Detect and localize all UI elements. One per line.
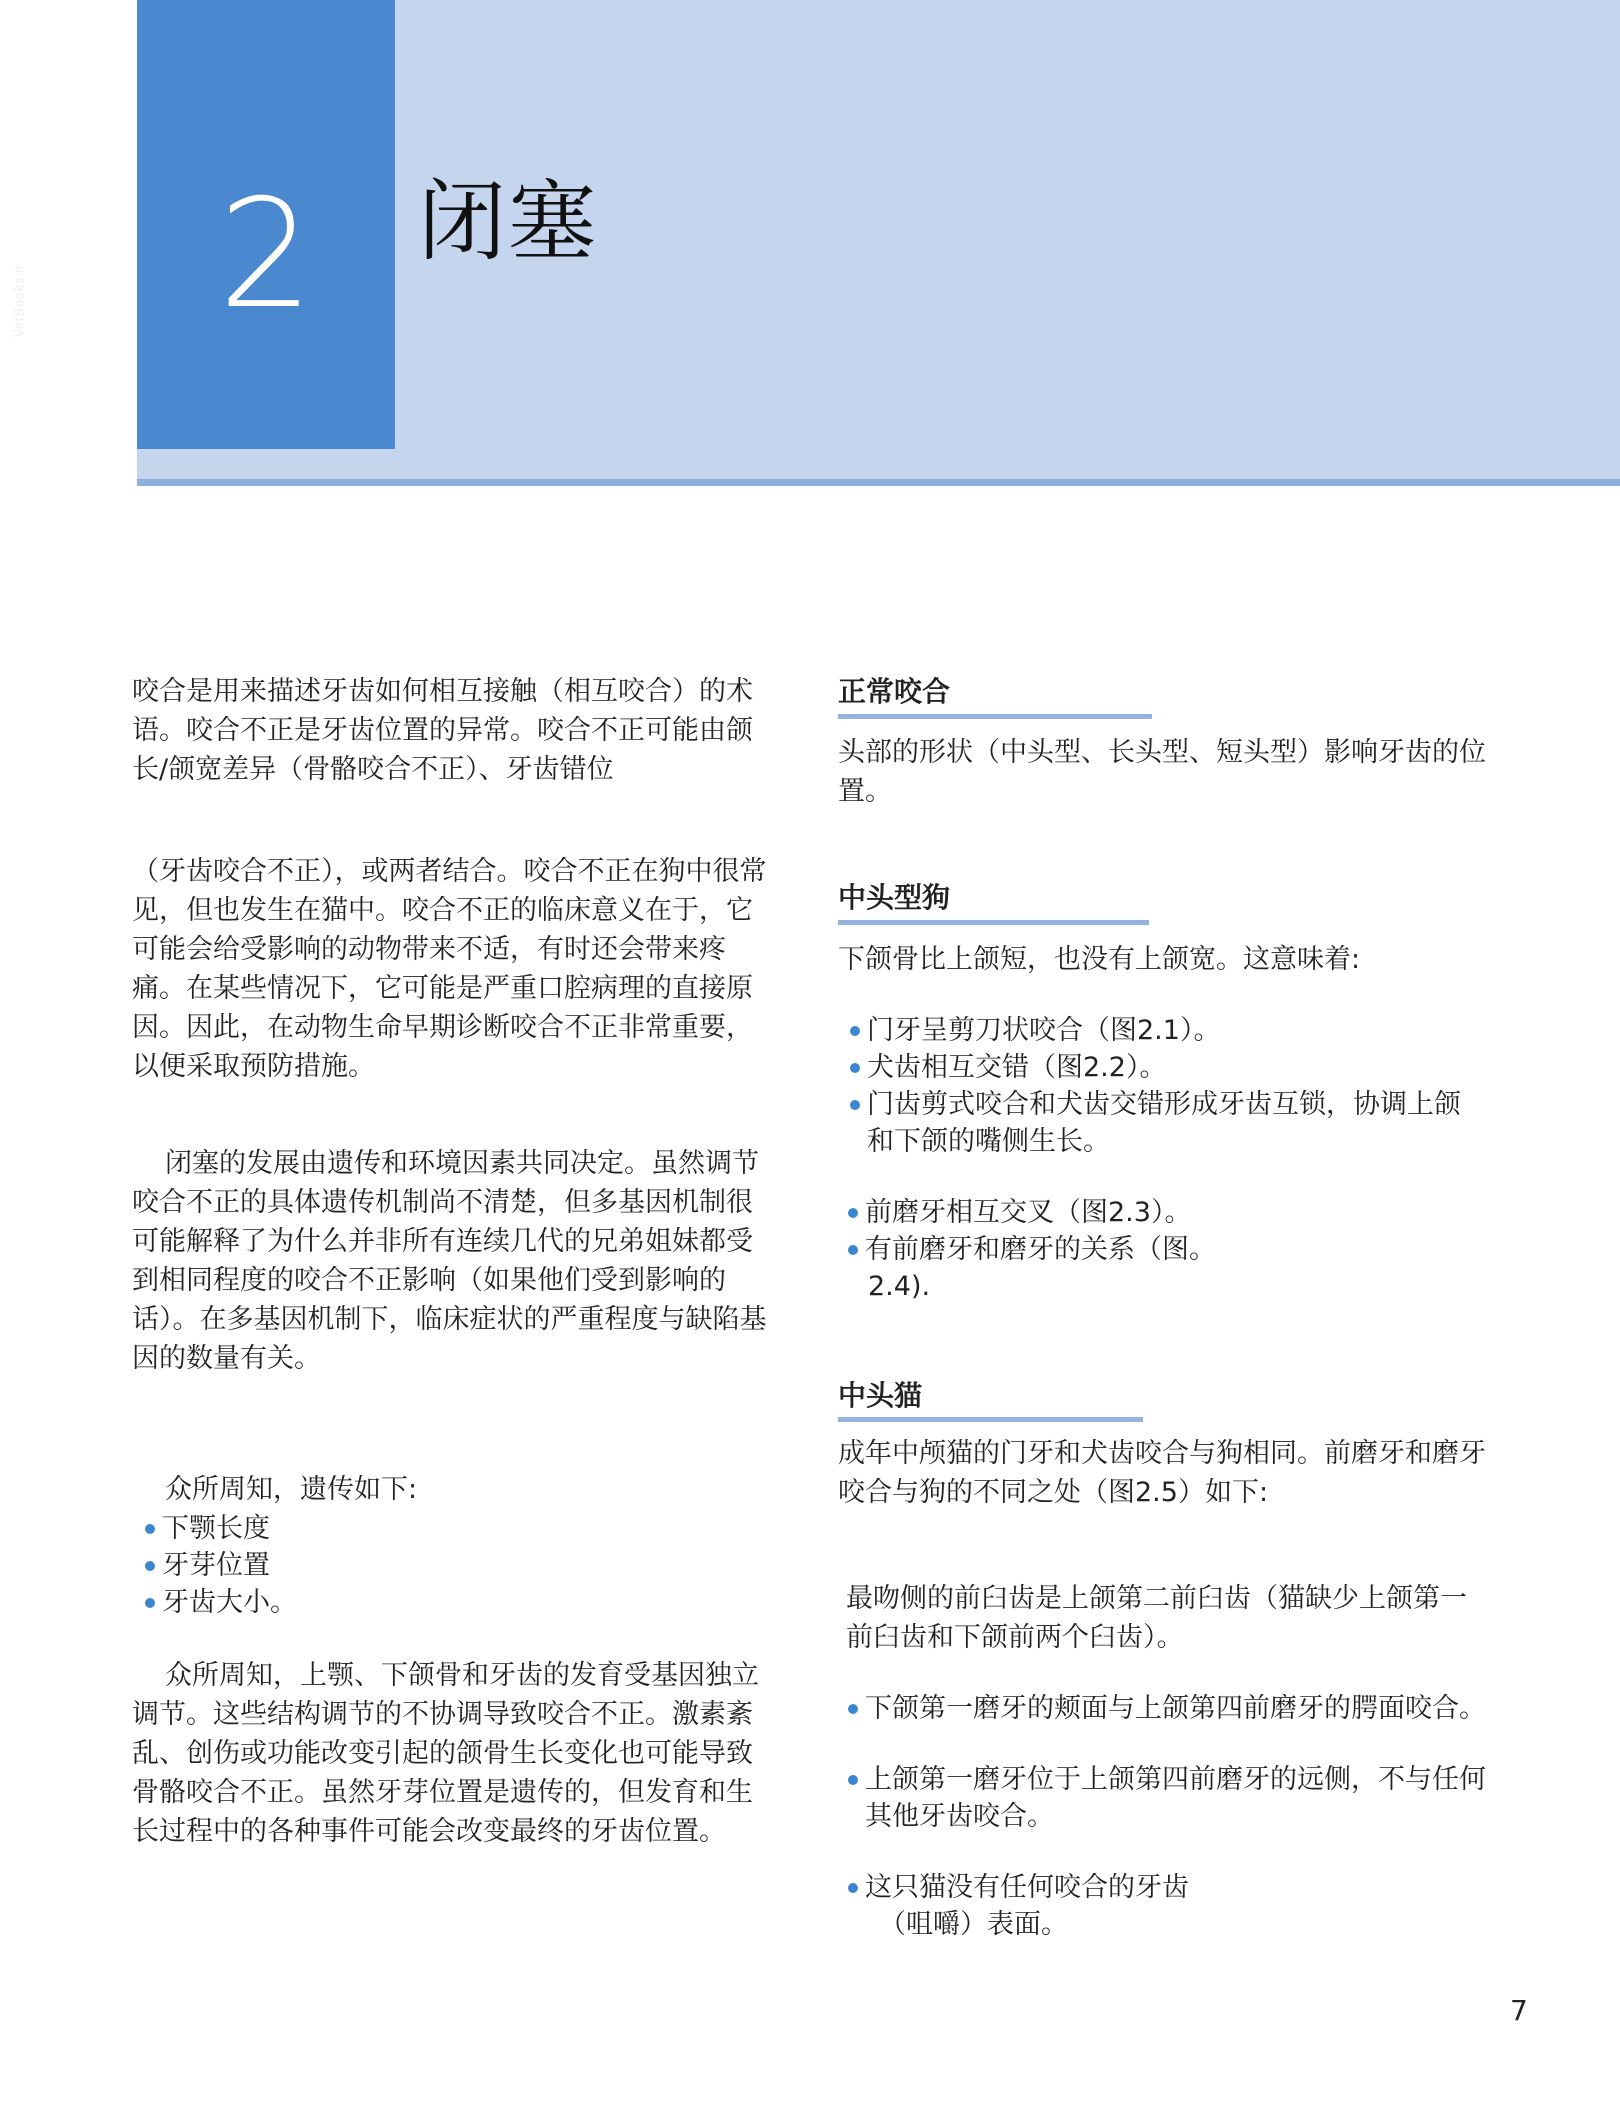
bullet-icon	[145, 1598, 155, 1608]
list-item: 2.4).	[868, 1271, 931, 1302]
section-heading-normal-occlusion: 正常咬合	[838, 675, 951, 708]
left-paragraph-4: 众所周知，遗传如下:	[165, 1474, 418, 1505]
list-item: 下颌第一磨牙的颊面与上颌第四前磨牙的腭面咬合。	[848, 1690, 1488, 1727]
dog-occlusion-list-b	[848, 1194, 1468, 1305]
heading-underline	[838, 920, 1149, 925]
list-item: 下颚长度	[145, 1510, 745, 1547]
left-paragraph-2: （牙齿咬合不正），或两者结合。咬合不正在狗中很常见，但也发生在猫中。咬合不正的临床意义在于，它可能会给受影响的动物带来不适，有时还会带来疼痛。在某些情况下，它可能是严重口腔病理的直接原因。因此，在动物生命早期诊断咬合不正非常重要，以便采取预防措施。	[132, 856, 767, 1082]
right-paragraph-2: 下颌骨比上颌短，也没有上颌宽。这意味着:	[838, 944, 1361, 975]
list-item: 门牙呈剪刀状咬合（图2.1）。	[850, 1012, 1470, 1049]
left-paragraph-1: 咬合是用来描述牙齿如何相互接触（相互咬合）的术语。咬合不正是牙齿位置的异常。咬合不正可能由颌长/颌宽差异（骨骼咬合不正）、牙齿错位	[132, 676, 753, 785]
list-item: 犬齿相互交错（图2.2）。	[850, 1049, 1470, 1086]
cat-occlusion-list	[848, 1690, 1488, 1943]
page-number: 7	[1510, 1994, 1528, 2027]
bullet-icon	[848, 1245, 858, 1255]
right-paragraph-3: 成年中颅猫的门牙和犬齿咬合与狗相同。前磨牙和磨牙咬合与狗的不同之处（图2.5）如下:	[838, 1438, 1486, 1508]
dog-occlusion-list-a	[850, 1012, 1470, 1160]
heading-underline	[838, 714, 1152, 719]
right-paragraph-4: 最吻侧的前臼齿是上颌第二前臼齿（猫缺少上颌第一前臼齿和下颌前两个臼齿）。	[846, 1583, 1467, 1653]
bullet-icon	[850, 1100, 860, 1110]
chapter-title: 闭塞	[418, 170, 599, 273]
header-divider	[137, 479, 1620, 486]
section-heading-mesocephalic-cat: 中头猫	[838, 1379, 923, 1412]
section-heading-mesocephalic-dog: 中头型狗	[838, 881, 951, 914]
list-item: 牙齿大小。	[145, 1584, 745, 1621]
bullet-icon	[848, 1775, 858, 1785]
list-item: 有前磨牙和磨牙的关系（图。	[848, 1231, 1468, 1268]
left-paragraph-3: 闭塞的发展由遗传和环境因素共同决定。虽然调节咬合不正的具体遗传机制尚不清楚，但多基因机制很可能解释了为什么并非所有连续几代的兄弟姐妹都受到相同程度的咬合不正影响（如果他们受到影响的话）。在多基因机制下，临床症状的严重程度与缺陷基因的数量有关。	[132, 1148, 767, 1374]
right-paragraph-1: 头部的形状（中头型、长头型、短头型）影响牙齿的位置。	[838, 737, 1486, 807]
list-item: 上颌第一磨牙位于上颌第四前磨牙的远侧，不与任何其他牙齿咬合。	[848, 1761, 1488, 1835]
bullet-icon	[850, 1026, 860, 1036]
bullet-icon	[145, 1561, 155, 1571]
bullet-icon	[848, 1883, 858, 1893]
watermark: VetBooks.ir	[12, 264, 28, 338]
bullet-icon	[145, 1524, 155, 1534]
list-item: 前磨牙相互交叉（图2.3）。	[848, 1194, 1468, 1231]
list-item: 这只猫没有任何咬合的牙齿 （咀嚼）表面。	[848, 1869, 1488, 1943]
chapter-number: 2	[218, 168, 314, 342]
left-paragraph-5: 众所周知，上颚、下颌骨和牙齿的发育受基因独立调节。这些结构调节的不协调导致咬合不正。激素紊乱、创伤或功能改变引起的颌骨生长变化也可能导致骨骼咬合不正。虽然牙芽位置是遗传的，但发育和生长过程中的各种事件可能会改变最终的牙齿位置。	[132, 1660, 759, 1847]
list-item: 门齿剪式咬合和犬齿交错形成牙齿互锁，协调上颌和下颌的嘴侧生长。	[850, 1086, 1470, 1160]
bullet-icon	[848, 1208, 858, 1218]
bullet-icon	[850, 1063, 860, 1073]
list-item: 牙芽位置	[145, 1547, 745, 1584]
heading-underline	[838, 1417, 1143, 1422]
heredity-list	[145, 1510, 745, 1621]
bullet-icon	[848, 1704, 858, 1714]
